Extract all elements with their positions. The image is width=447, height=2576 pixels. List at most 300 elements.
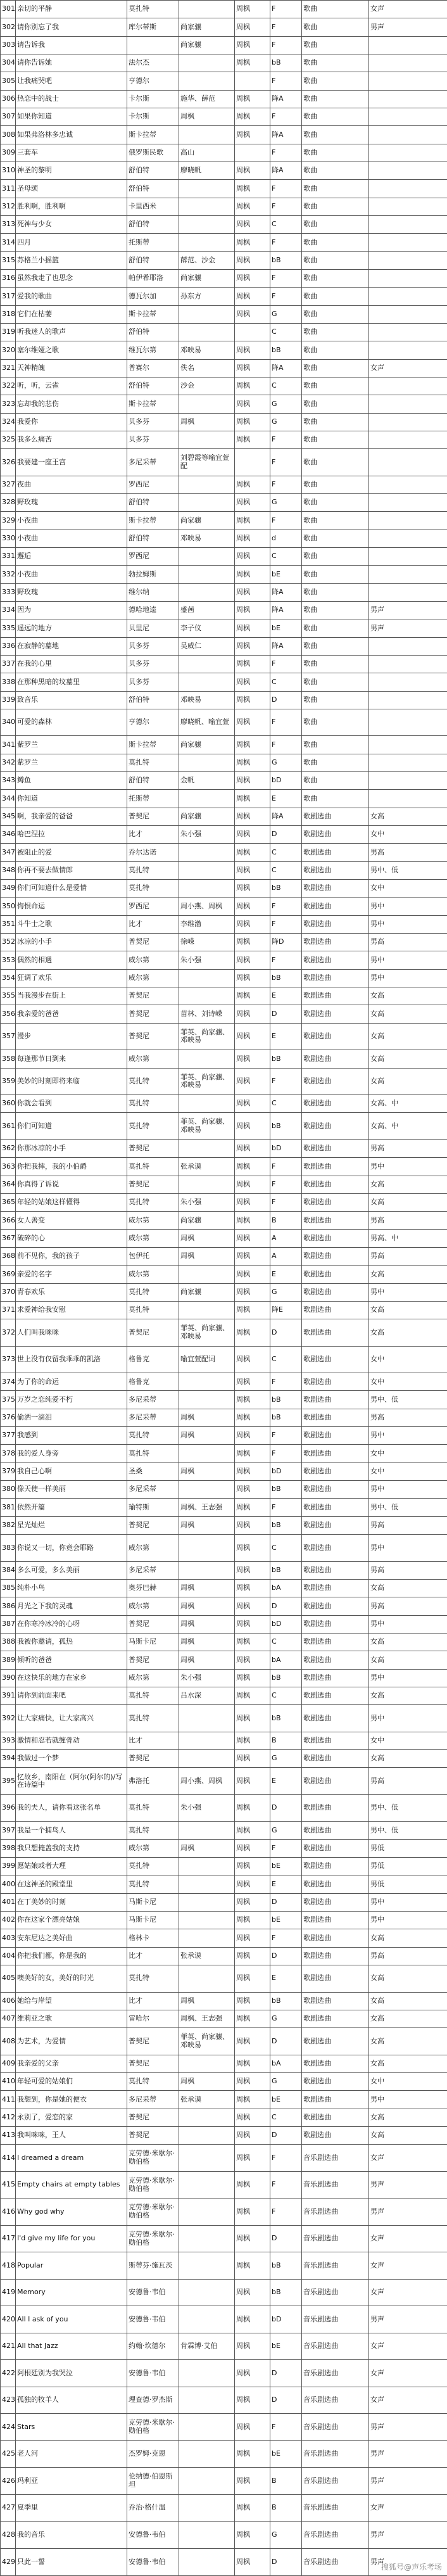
lyricist: 朱小强 bbox=[179, 951, 235, 969]
table-row bbox=[1, 1499, 447, 1516]
composer: 普契尼 bbox=[127, 1516, 179, 1534]
table-row bbox=[1, 1462, 447, 1480]
arranger: 周枫 bbox=[235, 476, 270, 493]
song-number: 331 bbox=[1, 548, 16, 566]
voice-type bbox=[369, 198, 447, 215]
table-row bbox=[1, 126, 447, 144]
song-title: 依然开篇 bbox=[16, 1499, 127, 1516]
song-key: F bbox=[270, 144, 302, 162]
song-key: D bbox=[270, 2360, 302, 2387]
lyricist: 张承谟 bbox=[179, 1947, 235, 1965]
composer: 威尔第 bbox=[127, 1597, 179, 1615]
voice-type bbox=[369, 251, 447, 269]
song-number: 347 bbox=[1, 844, 16, 861]
table-row bbox=[1, 548, 447, 566]
arranger: 周枫 bbox=[235, 1633, 270, 1651]
composer: 罗西尼 bbox=[127, 548, 179, 566]
lyricist: 喻宜萱配词 bbox=[179, 1346, 235, 1373]
song-number: 367 bbox=[1, 1229, 16, 1247]
song-key: C bbox=[270, 844, 302, 861]
arranger: 周枫 bbox=[235, 934, 270, 951]
song-title: 月光之下我的灵魂 bbox=[16, 1597, 127, 1615]
composer: 罗西尼 bbox=[127, 898, 179, 915]
composer: 普契尼 bbox=[127, 987, 179, 1005]
song-title: 我爱你 bbox=[16, 413, 127, 431]
genre: 歌曲 bbox=[302, 736, 369, 754]
lyricist bbox=[179, 2145, 235, 2172]
song-key: F bbox=[270, 449, 302, 476]
song-number: 381 bbox=[1, 1499, 16, 1516]
table-row bbox=[1, 1893, 447, 1911]
composer: 舒伯特 bbox=[127, 180, 179, 198]
genre: 歌曲 bbox=[302, 395, 369, 413]
composer: 莫扎特 bbox=[127, 2073, 179, 2091]
song-key: 降D bbox=[270, 934, 302, 951]
song-title: 被阻止的爱 bbox=[16, 844, 127, 861]
lyricist: 尚家骧 bbox=[179, 736, 235, 754]
genre: 歌剧选曲 bbox=[302, 1822, 369, 1839]
song-key: D bbox=[270, 2028, 302, 2055]
lyricist: 菲英、尚家骧、邓映易 bbox=[179, 1319, 235, 1347]
song-number: 411 bbox=[1, 2091, 16, 2109]
song-number: 319 bbox=[1, 323, 16, 341]
genre: 音乐剧选曲 bbox=[302, 2468, 369, 2495]
song-key: C bbox=[270, 215, 302, 233]
table-row bbox=[1, 198, 447, 215]
song-number: 349 bbox=[1, 880, 16, 898]
song-title: 我只想掩盖我的支持 bbox=[16, 1839, 127, 1857]
voice-type: 女中 bbox=[369, 1346, 447, 1373]
arranger: 周枫 bbox=[235, 1499, 270, 1516]
voice-type: 男高 bbox=[369, 1247, 447, 1265]
arranger: 周枫 bbox=[235, 2387, 270, 2414]
genre: 歌曲 bbox=[302, 359, 369, 377]
song-key: G bbox=[270, 2010, 302, 2027]
table-row bbox=[1, 108, 447, 125]
song-title: 为艺术，为爱情 bbox=[16, 2028, 127, 2055]
genre: 歌曲 bbox=[302, 90, 369, 108]
song-number: 335 bbox=[1, 619, 16, 637]
song-number: 332 bbox=[1, 566, 16, 583]
song-title: 我多么痛苦 bbox=[16, 431, 127, 448]
song-title: 为了你的命运 bbox=[16, 1373, 127, 1391]
song-number: 341 bbox=[1, 736, 16, 754]
lyricist bbox=[179, 548, 235, 566]
genre: 歌曲 bbox=[302, 619, 369, 637]
lyricist bbox=[179, 234, 235, 251]
song-key: 降A bbox=[270, 808, 302, 825]
arranger: 周枫 bbox=[235, 1822, 270, 1839]
lyricist bbox=[179, 1750, 235, 1768]
song-title: 爱我的歌曲 bbox=[16, 288, 127, 305]
song-key: C bbox=[270, 548, 302, 566]
arranger: 周枫 bbox=[235, 826, 270, 844]
arranger: 周枫 bbox=[235, 2494, 270, 2522]
voice-type bbox=[369, 476, 447, 493]
table-row bbox=[1, 234, 447, 251]
composer: 舒伯特 bbox=[127, 162, 179, 179]
voice-type: 男声 bbox=[369, 2548, 447, 2575]
song-title: 死神与少女 bbox=[16, 215, 127, 233]
song-title: 我要建一座王宫 bbox=[16, 449, 127, 476]
arranger: 周枫 bbox=[235, 709, 270, 736]
voice-type bbox=[369, 449, 447, 476]
song-number: 314 bbox=[1, 234, 16, 251]
arranger: 周枫 bbox=[235, 198, 270, 215]
lyricist bbox=[179, 305, 235, 323]
voice-type: 女中 bbox=[369, 1373, 447, 1391]
song-title: 只此一誓 bbox=[16, 2548, 127, 2575]
song-title: 啊，我亲爱的爸爸 bbox=[16, 808, 127, 825]
arranger: 周枫 bbox=[235, 583, 270, 601]
lyricist: 周枫 bbox=[179, 1409, 235, 1426]
lyricist bbox=[179, 2360, 235, 2387]
song-key: bD bbox=[270, 772, 302, 790]
composer: 普契尼 bbox=[127, 1319, 179, 1347]
song-number: 383 bbox=[1, 1535, 16, 1562]
arranger: 周枫 bbox=[235, 90, 270, 108]
composer: 普契尼 bbox=[127, 1176, 179, 1193]
voice-type bbox=[369, 305, 447, 323]
genre: 歌剧选曲 bbox=[302, 1158, 369, 1176]
song-number: 393 bbox=[1, 1732, 16, 1749]
song-title: 女人善变 bbox=[16, 1212, 127, 1229]
voice-type: 女高 bbox=[369, 1579, 447, 1597]
song-key: D bbox=[270, 1947, 302, 1965]
table-row bbox=[1, 1445, 447, 1462]
arranger: 周枫 bbox=[235, 288, 270, 305]
genre: 歌曲 bbox=[302, 476, 369, 493]
composer: 莫扎特 bbox=[127, 1687, 179, 1704]
song-title: 让我痛哭吧 bbox=[16, 72, 127, 90]
voice-type bbox=[369, 108, 447, 125]
song-key: F bbox=[270, 1445, 302, 1462]
song-number: 326 bbox=[1, 449, 16, 476]
song-number: 398 bbox=[1, 1839, 16, 1857]
table-row bbox=[1, 269, 447, 287]
genre: 歌曲 bbox=[302, 583, 369, 601]
voice-type: 女声 bbox=[369, 2145, 447, 2172]
table-row bbox=[1, 1912, 447, 1929]
song-number: 346 bbox=[1, 826, 16, 844]
composer: 舒伯特 bbox=[127, 377, 179, 395]
lyricist bbox=[179, 1266, 235, 1283]
lyricist bbox=[179, 1373, 235, 1391]
lyricist bbox=[179, 1535, 235, 1562]
composer: 斯卡拉蒂 bbox=[127, 395, 179, 413]
table-row bbox=[1, 1050, 447, 1068]
lyricist: 菲英、尚家骧、邓映易 bbox=[179, 1068, 235, 1095]
lyricist bbox=[179, 126, 235, 144]
table-row bbox=[1, 619, 447, 637]
composer: 亨德尔 bbox=[127, 72, 179, 90]
song-key: bA bbox=[270, 1651, 302, 1669]
song-number: 313 bbox=[1, 215, 16, 233]
voice-type bbox=[369, 395, 447, 413]
genre: 歌剧选曲 bbox=[302, 951, 369, 969]
voice-type: 男中、低 bbox=[369, 1391, 447, 1409]
genre: 音乐剧选曲 bbox=[302, 2252, 369, 2280]
table-row bbox=[1, 1229, 447, 1247]
lyricist: 金帆 bbox=[179, 772, 235, 790]
lyricist: 沙金 bbox=[179, 377, 235, 395]
table-row bbox=[1, 2145, 447, 2172]
table-row bbox=[1, 2414, 447, 2441]
voice-type: 女高 bbox=[369, 2028, 447, 2055]
composer: 威尔第 bbox=[127, 1050, 179, 1068]
table-row bbox=[1, 449, 447, 476]
voice-type bbox=[369, 341, 447, 359]
song-title: 鳟鱼 bbox=[16, 772, 127, 790]
genre: 歌剧选曲 bbox=[302, 826, 369, 844]
genre: 歌曲 bbox=[302, 234, 369, 251]
genre: 歌曲 bbox=[302, 431, 369, 448]
arranger: 周枫 bbox=[235, 512, 270, 530]
voice-type: 女声 bbox=[369, 359, 447, 377]
lyricist bbox=[179, 2252, 235, 2280]
lyricist: 周枫 bbox=[179, 1516, 235, 1534]
arranger: 周枫 bbox=[235, 2073, 270, 2091]
song-key: F bbox=[270, 915, 302, 933]
song-number: 357 bbox=[1, 1023, 16, 1050]
genre: 歌剧选曲 bbox=[302, 1768, 369, 1795]
genre: 歌剧选曲 bbox=[302, 1409, 369, 1426]
lyricist: 尚家骧 bbox=[179, 36, 235, 54]
genre: 音乐剧选曲 bbox=[302, 2145, 369, 2172]
table-row bbox=[1, 323, 447, 341]
song-title: 万岁之恋纯爱不朽 bbox=[16, 1391, 127, 1409]
song-key: bE bbox=[270, 2440, 302, 2468]
genre: 歌剧选曲 bbox=[302, 2010, 369, 2027]
voice-type: 男低 bbox=[369, 1858, 447, 1875]
composer: 比才 bbox=[127, 1992, 179, 2010]
arranger: 周枫 bbox=[235, 673, 270, 691]
table-row bbox=[1, 2468, 447, 2495]
composer: 莫扎特 bbox=[127, 1427, 179, 1445]
genre: 歌剧选曲 bbox=[302, 1633, 369, 1651]
table-row bbox=[1, 1516, 447, 1534]
arranger: 周枫 bbox=[235, 359, 270, 377]
lyricist: 吴威仁 bbox=[179, 637, 235, 655]
table-row bbox=[1, 1319, 447, 1347]
genre: 音乐剧选曲 bbox=[302, 2387, 369, 2414]
song-key: G bbox=[270, 1822, 302, 1839]
lyricist bbox=[179, 1, 235, 18]
voice-type: 女高 bbox=[369, 1633, 447, 1651]
voice-type: 女高 bbox=[369, 1193, 447, 1211]
genre: 歌曲 bbox=[302, 673, 369, 691]
genre: 歌曲 bbox=[302, 548, 369, 566]
voice-type: 男高 bbox=[369, 1212, 447, 1229]
song-number: 361 bbox=[1, 1113, 16, 1140]
song-key: bB bbox=[270, 1409, 302, 1426]
table-row bbox=[1, 1597, 447, 1615]
arranger: 周枫 bbox=[235, 1445, 270, 1462]
arranger: 周枫 bbox=[235, 637, 270, 655]
lyricist bbox=[179, 2440, 235, 2468]
table-row bbox=[1, 1929, 447, 1947]
arranger: 周枫 bbox=[235, 880, 270, 898]
composer: 莫扎特 bbox=[127, 880, 179, 898]
arranger: 周枫 bbox=[235, 1005, 270, 1023]
composer: 斯卡拉蒂 bbox=[127, 305, 179, 323]
arranger: 周枫 bbox=[235, 915, 270, 933]
song-number: 416 bbox=[1, 2198, 16, 2226]
song-title: 纯朴小鸟 bbox=[16, 1579, 127, 1597]
arranger: 周枫 bbox=[235, 1768, 270, 1795]
song-key: F bbox=[270, 2198, 302, 2226]
genre: 歌剧选曲 bbox=[302, 2055, 369, 2072]
composer: 威尔第 bbox=[127, 1839, 179, 1857]
genre: 音乐剧选曲 bbox=[302, 2522, 369, 2549]
table-row bbox=[1, 2548, 447, 2575]
voice-type: 女高 bbox=[369, 987, 447, 1005]
song-key: G bbox=[270, 754, 302, 771]
composer: 威尔第 bbox=[127, 1212, 179, 1229]
song-key: D bbox=[270, 1597, 302, 1615]
voice-type bbox=[369, 772, 447, 790]
song-key: E bbox=[270, 1023, 302, 1050]
composer: 普契尼 bbox=[127, 2109, 179, 2126]
song-number: 424 bbox=[1, 2414, 16, 2441]
genre: 歌剧选曲 bbox=[302, 1068, 369, 1095]
song-key: C bbox=[270, 1095, 302, 1113]
table-row bbox=[1, 1875, 447, 1893]
song-title: 你在这家个漂亮姑娘 bbox=[16, 1912, 127, 1929]
voice-type: 男声 bbox=[369, 602, 447, 619]
arranger: 周枫 bbox=[235, 1705, 270, 1732]
lyricist: 张承谟 bbox=[179, 2091, 235, 2109]
song-key: F bbox=[270, 269, 302, 287]
arranger: 周枫 bbox=[235, 1992, 270, 2010]
song-key: F bbox=[270, 1158, 302, 1176]
lyricist bbox=[179, 494, 235, 512]
song-number: 362 bbox=[1, 1139, 16, 1157]
lyricist bbox=[179, 1445, 235, 1462]
arranger: 周枫 bbox=[235, 162, 270, 179]
composer: 舒伯特 bbox=[127, 251, 179, 269]
arranger: 周枫 bbox=[235, 1, 270, 18]
composer: 格鲁克 bbox=[127, 1373, 179, 1391]
song-table-body bbox=[1, 1, 447, 2576]
voice-type: 女声 bbox=[369, 2333, 447, 2360]
composer: 乔尔达诺 bbox=[127, 844, 179, 861]
song-number: 307 bbox=[1, 108, 16, 125]
voice-type: 男低 bbox=[369, 1839, 447, 1857]
song-key: B bbox=[270, 2468, 302, 2495]
arranger: 周枫 bbox=[235, 844, 270, 861]
song-number: 323 bbox=[1, 395, 16, 413]
song-number: 327 bbox=[1, 476, 16, 493]
genre: 歌剧选曲 bbox=[302, 2091, 369, 2109]
genre: 歌曲 bbox=[302, 215, 369, 233]
lyricist bbox=[179, 2387, 235, 2414]
song-number: 389 bbox=[1, 1651, 16, 1669]
arranger: 周枫 bbox=[235, 2522, 270, 2549]
lyricist: 周枫 bbox=[179, 413, 235, 431]
arranger: 周枫 bbox=[235, 566, 270, 583]
lyricist bbox=[179, 72, 235, 90]
arranger: 周枫 bbox=[235, 1750, 270, 1768]
song-title: 年轻可爱的姑娘们 bbox=[16, 2073, 127, 2091]
song-key: D bbox=[270, 826, 302, 844]
song-key: G bbox=[270, 2073, 302, 2091]
lyricist: 周枫 bbox=[179, 2073, 235, 2091]
song-number: 352 bbox=[1, 934, 16, 951]
lyricist: 周枫 bbox=[179, 1633, 235, 1651]
genre: 歌曲 bbox=[302, 126, 369, 144]
voice-type: 男高 bbox=[369, 1409, 447, 1426]
lyricist bbox=[179, 844, 235, 861]
arranger: 周枫 bbox=[235, 987, 270, 1005]
song-title: 圣母颂 bbox=[16, 180, 127, 198]
table-row bbox=[1, 2171, 447, 2198]
genre: 歌剧选曲 bbox=[302, 1597, 369, 1615]
composer: 库尔蒂斯 bbox=[127, 18, 179, 36]
song-number: 336 bbox=[1, 637, 16, 655]
arranger: 周枫 bbox=[235, 108, 270, 125]
song-number: 370 bbox=[1, 1283, 16, 1301]
lyricist bbox=[179, 1893, 235, 1911]
song-key: 降A bbox=[270, 90, 302, 108]
song-number: 324 bbox=[1, 413, 16, 431]
song-number: 330 bbox=[1, 530, 16, 547]
arranger: 周枫 bbox=[235, 2109, 270, 2126]
lyricist: 邓映易 bbox=[179, 341, 235, 359]
table-row bbox=[1, 951, 447, 969]
genre: 歌曲 bbox=[302, 691, 369, 709]
song-key: D bbox=[270, 2126, 302, 2144]
song-title: I'd give my life for you bbox=[16, 2225, 127, 2252]
genre: 歌剧选曲 bbox=[302, 1992, 369, 2010]
song-number: 360 bbox=[1, 1095, 16, 1113]
song-title: 激情和忍若就缠骨动 bbox=[16, 1732, 127, 1749]
watermark-text: 搜狐号@声乐考场 bbox=[381, 2563, 442, 2572]
voice-type: 男高 bbox=[369, 1561, 447, 1579]
song-key: G bbox=[270, 1283, 302, 1301]
song-number: 429 bbox=[1, 2548, 16, 2575]
table-row bbox=[1, 1579, 447, 1597]
composer: 普契尼 bbox=[127, 934, 179, 951]
lyricist: 尚家骧 bbox=[179, 1212, 235, 1229]
song-number: 354 bbox=[1, 969, 16, 987]
table-row bbox=[1, 1427, 447, 1445]
song-key: 降A bbox=[270, 637, 302, 655]
arranger: 周枫 bbox=[235, 2548, 270, 2575]
arranger: 周枫 bbox=[235, 215, 270, 233]
genre: 歌剧选曲 bbox=[302, 2028, 369, 2055]
genre: 歌曲 bbox=[302, 637, 369, 655]
lyricist: 张承谟 bbox=[179, 1158, 235, 1176]
table-row bbox=[1, 934, 447, 951]
composer: 托斯蒂 bbox=[127, 790, 179, 808]
song-number: 401 bbox=[1, 1893, 16, 1911]
arranger: 周枫 bbox=[235, 1283, 270, 1301]
voice-type: 男中、低 bbox=[369, 1499, 447, 1516]
lyricist: 佚名 bbox=[179, 359, 235, 377]
composer: 莫扎特 bbox=[127, 1858, 179, 1875]
voice-type: 女高、中 bbox=[369, 1095, 447, 1113]
song-title: 苏格兰小摇篮 bbox=[16, 251, 127, 269]
composer: 普契尼 bbox=[127, 1750, 179, 1768]
lyricist: 周枫 bbox=[179, 1427, 235, 1445]
song-number: 334 bbox=[1, 602, 16, 619]
voice-type: 女中 bbox=[369, 880, 447, 898]
lyricist: 尚家骧 bbox=[179, 512, 235, 530]
genre: 歌曲 bbox=[302, 269, 369, 287]
voice-type bbox=[369, 288, 447, 305]
genre: 歌曲 bbox=[302, 18, 369, 36]
